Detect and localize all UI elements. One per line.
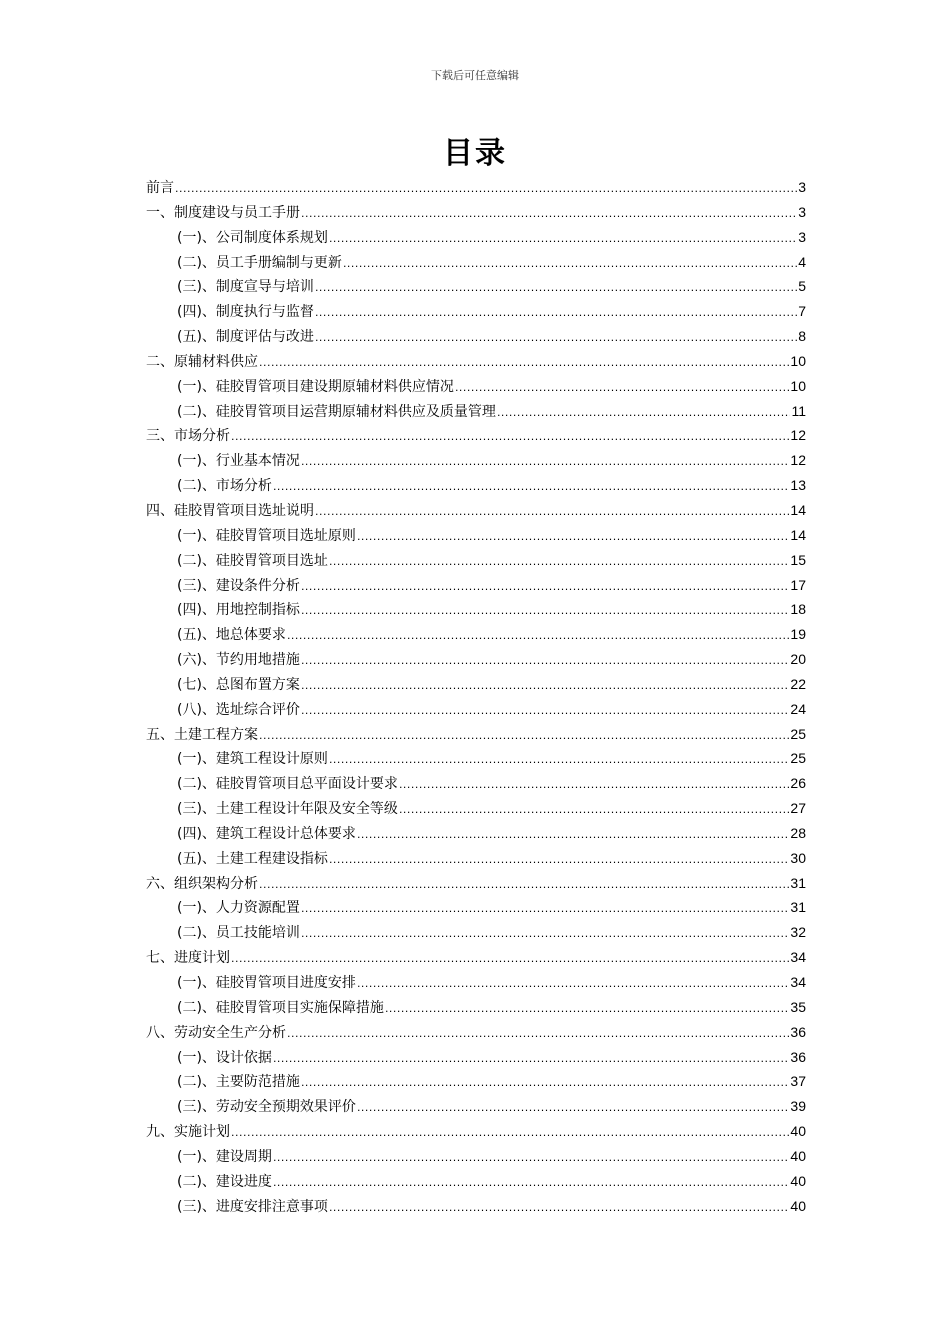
toc-entry-label: 七、进度计划 — [146, 950, 230, 967]
toc-dot-leader — [455, 376, 789, 401]
toc-entry-label: (二)、员工手册编制与更新 — [177, 254, 342, 271]
toc-entry-page-number: 36 — [790, 1023, 806, 1040]
toc-dot-leader — [329, 848, 789, 873]
toc-entry-page-number: 14 — [790, 526, 806, 543]
toc-entry[interactable] — [146, 573, 806, 598]
toc-entry[interactable] — [146, 250, 806, 275]
toc-entry-page-number: 34 — [790, 949, 806, 966]
page-header: 下载后可任意编辑 — [431, 69, 519, 82]
toc-entry-label: (一)、建设周期 — [177, 1148, 272, 1165]
toc-entry-page-number: 22 — [790, 675, 806, 692]
toc-dot-leader — [259, 724, 789, 749]
toc-entry[interactable] — [146, 995, 806, 1020]
toc-entry-label: 前言 — [146, 180, 174, 196]
toc-entry[interactable] — [146, 1144, 806, 1169]
toc-entry[interactable] — [146, 597, 806, 622]
toc-entry-page-number: 4 — [798, 253, 806, 270]
toc-entry-page-number: 3 — [798, 179, 806, 195]
toc-entry-page-number: 28 — [790, 824, 806, 841]
toc-entry[interactable] — [146, 200, 806, 225]
toc-entry-page-number: 40 — [790, 1123, 806, 1140]
toc-entry-page-number: 39 — [790, 1098, 806, 1115]
toc-dot-leader — [273, 1146, 789, 1171]
toc-entry-label: 二、原辅材料供应 — [146, 353, 258, 370]
toc-entry-page-number: 8 — [798, 328, 806, 345]
toc-entry-label: (一)、设计依据 — [177, 1049, 272, 1066]
toc-entry-label: (一)、人力资源配置 — [177, 900, 300, 917]
toc-entry[interactable] — [146, 473, 806, 498]
toc-entry-label: (二)、硅胶胃管项目实施保障措施 — [177, 999, 384, 1016]
toc-entry-label: 八、劳动安全生产分析 — [146, 1024, 286, 1041]
toc-entry[interactable] — [146, 871, 806, 896]
toc-entry-label: (二)、建设进度 — [177, 1173, 272, 1190]
toc-entry-label: (四)、建筑工程设计总体要求 — [177, 825, 356, 842]
toc-entry-label: (五)、地总体要求 — [177, 627, 286, 644]
toc-entry-label: (三)、建设条件分析 — [177, 577, 300, 594]
toc-entry-page-number: 26 — [790, 775, 806, 792]
toc-dot-leader — [231, 1121, 789, 1146]
toc-dot-leader — [301, 1071, 789, 1096]
toc-dot-leader — [301, 897, 789, 922]
toc-entry-page-number: 17 — [790, 576, 806, 593]
toc-dot-leader — [315, 301, 797, 326]
toc-entry-label: 一、制度建设与员工手册 — [146, 204, 300, 221]
toc-dot-leader — [329, 550, 789, 575]
toc-entry-label: (四)、用地控制指标 — [177, 602, 300, 619]
toc-dot-leader — [497, 401, 791, 426]
toc-entry[interactable] — [146, 349, 806, 374]
toc-entry-label: 三、市场分析 — [146, 428, 230, 445]
toc-entry-page-number: 32 — [790, 924, 806, 941]
toc-entry-label: (三)、制度宣导与培训 — [177, 279, 314, 296]
toc-entry-page-number: 13 — [790, 477, 806, 494]
toc-entry[interactable] — [146, 746, 806, 771]
toc-entry-label: (二)、硅胶胃管项目总平面设计要求 — [177, 776, 398, 793]
toc-entry-label: (三)、劳动安全预期效果评价 — [177, 1099, 356, 1116]
toc-entry[interactable] — [146, 796, 806, 821]
toc-entry-page-number: 40 — [790, 1172, 806, 1189]
toc-dot-leader — [301, 450, 789, 475]
toc-entry[interactable] — [146, 448, 806, 473]
toc-entry-label: (五)、制度评估与改进 — [177, 329, 314, 346]
toc-dot-leader — [259, 873, 789, 898]
toc-entry[interactable] — [146, 945, 806, 970]
toc-entry[interactable] — [146, 771, 806, 796]
toc-entry-label: (二)、主要防范措施 — [177, 1074, 300, 1091]
toc-dot-leader — [301, 202, 797, 227]
toc-entry-label: (五)、土建工程建设指标 — [177, 850, 328, 867]
toc-entry-page-number: 12 — [790, 452, 806, 469]
toc-entry-label: (四)、制度执行与监督 — [177, 304, 314, 321]
toc-entry-page-number: 12 — [790, 427, 806, 444]
toc-entry-page-number: 30 — [790, 849, 806, 866]
toc-entry[interactable] — [146, 622, 806, 647]
toc-dot-leader — [301, 922, 789, 947]
toc-dot-leader — [259, 351, 789, 376]
toc-entry[interactable] — [146, 225, 806, 250]
toc-entry-page-number: 27 — [790, 800, 806, 817]
toc-entry[interactable] — [146, 1094, 806, 1119]
toc-entry-label: (一)、建筑工程设计原则 — [177, 751, 328, 768]
toc-entry-page-number: 25 — [790, 750, 806, 767]
toc-dot-leader — [315, 276, 797, 301]
toc-dot-leader — [357, 525, 789, 550]
toc-entry[interactable] — [146, 697, 806, 722]
toc-entry-page-number: 31 — [790, 899, 806, 916]
toc-entry-label: (一)、硅胶胃管项目建设期原辅材料供应情况 — [177, 378, 454, 395]
toc-entry[interactable] — [146, 374, 806, 399]
toc-entry-label: (二)、硅胶胃管项目运营期原辅材料供应及质量管理 — [177, 403, 496, 420]
toc-entry-label: (二)、市场分析 — [177, 478, 272, 495]
toc-entry[interactable] — [146, 1020, 806, 1045]
toc-entry-page-number: 31 — [790, 874, 806, 891]
toc-entry-label: (八)、选址综合评价 — [177, 701, 300, 718]
toc-dot-leader — [301, 599, 789, 624]
toc-entry[interactable] — [146, 1194, 806, 1219]
toc-entry[interactable] — [146, 1169, 806, 1194]
toc-dot-leader — [329, 1196, 789, 1221]
toc-entry[interactable] — [146, 324, 806, 349]
toc-entry-page-number: 7 — [798, 303, 806, 320]
toc-entry-page-number: 35 — [790, 998, 806, 1015]
toc-dot-leader — [301, 575, 789, 600]
toc-entry-page-number: 15 — [790, 551, 806, 568]
toc-entry-page-number: 24 — [790, 700, 806, 717]
toc-entry-label: (三)、土建工程设计年限及安全等级 — [177, 801, 398, 818]
toc-dot-leader — [357, 823, 789, 848]
toc-dot-leader — [329, 748, 789, 773]
toc-entry[interactable] — [146, 647, 806, 672]
toc-entry-page-number: 36 — [790, 1048, 806, 1065]
table-of-contents — [146, 175, 806, 1218]
toc-entry-page-number: 25 — [790, 725, 806, 742]
toc-entry[interactable] — [146, 399, 806, 424]
toc-entry-page-number: 20 — [790, 651, 806, 668]
toc-entry-page-number: 19 — [790, 626, 806, 643]
toc-entry[interactable] — [146, 821, 806, 846]
toc-entry[interactable] — [146, 175, 806, 200]
toc-dot-leader — [273, 475, 789, 500]
toc-entry-page-number: 40 — [790, 1147, 806, 1164]
toc-entry-page-number: 11 — [791, 402, 806, 419]
toc-entry-label: 五、土建工程方案 — [146, 726, 258, 743]
toc-entry-label: 九、实施计划 — [146, 1124, 230, 1141]
toc-entry-label: 四、硅胶胃管项目选址说明 — [146, 502, 314, 519]
toc-entry[interactable] — [146, 423, 806, 448]
toc-entry-label: (七)、总图布置方案 — [177, 676, 300, 693]
toc-entry-page-number: 14 — [790, 501, 806, 518]
toc-dot-leader — [315, 500, 789, 525]
toc-dot-leader — [273, 1047, 789, 1072]
toc-entry[interactable] — [146, 523, 806, 548]
toc-dot-leader — [175, 177, 797, 202]
toc-entry-page-number: 5 — [798, 278, 806, 295]
toc-entry-label: (一)、公司制度体系规划 — [177, 229, 328, 246]
toc-entry-page-number: 40 — [790, 1197, 806, 1214]
toc-dot-leader — [329, 227, 797, 252]
toc-dot-leader — [287, 624, 789, 649]
toc-entry-page-number: 37 — [790, 1073, 806, 1090]
toc-dot-leader — [231, 947, 789, 972]
toc-dot-leader — [399, 773, 789, 798]
toc-entry[interactable] — [146, 299, 806, 324]
toc-entry[interactable] — [146, 1119, 806, 1144]
toc-entry[interactable] — [146, 722, 806, 747]
toc-title: 目录 — [443, 136, 507, 171]
toc-dot-leader — [357, 972, 789, 997]
toc-entry[interactable] — [146, 1045, 806, 1070]
toc-entry[interactable] — [146, 1069, 806, 1094]
toc-entry-page-number: 10 — [790, 352, 806, 369]
toc-entry[interactable] — [146, 672, 806, 697]
toc-dot-leader — [343, 252, 797, 277]
toc-entry[interactable] — [146, 846, 806, 871]
toc-entry-label: 六、组织架构分析 — [146, 875, 258, 892]
toc-entry-label: (三)、进度安排注意事项 — [177, 1198, 328, 1215]
toc-dot-leader — [273, 1171, 789, 1196]
toc-entry-label: (六)、节约用地措施 — [177, 652, 300, 669]
toc-dot-leader — [287, 1022, 789, 1047]
toc-entry[interactable] — [146, 970, 806, 995]
toc-entry[interactable] — [146, 895, 806, 920]
toc-dot-leader — [399, 798, 789, 823]
toc-entry-label: (一)、硅胶胃管项目进度安排 — [177, 975, 356, 991]
toc-dot-leader — [301, 649, 789, 674]
toc-entry[interactable] — [146, 920, 806, 945]
toc-entry-page-number: 3 — [798, 228, 806, 245]
toc-entry-label: (一)、硅胶胃管项目选址原则 — [177, 527, 356, 544]
toc-entry-label: (二)、硅胶胃管项目选址 — [177, 552, 328, 569]
toc-entry[interactable] — [146, 274, 806, 299]
toc-dot-leader — [231, 425, 789, 450]
toc-entry-label: (二)、员工技能培训 — [177, 925, 300, 942]
toc-entry-page-number: 34 — [790, 974, 806, 990]
toc-dot-leader — [301, 699, 789, 724]
toc-entry[interactable] — [146, 498, 806, 523]
toc-entry-label: (一)、行业基本情况 — [177, 453, 300, 470]
toc-entry-page-number: 3 — [798, 203, 806, 220]
toc-dot-leader — [301, 674, 789, 699]
toc-entry-page-number: 18 — [790, 601, 806, 618]
toc-dot-leader — [385, 997, 789, 1022]
toc-entry-page-number: 10 — [790, 377, 806, 394]
toc-entry[interactable] — [146, 548, 806, 573]
toc-dot-leader — [315, 326, 797, 351]
toc-dot-leader — [357, 1096, 789, 1121]
